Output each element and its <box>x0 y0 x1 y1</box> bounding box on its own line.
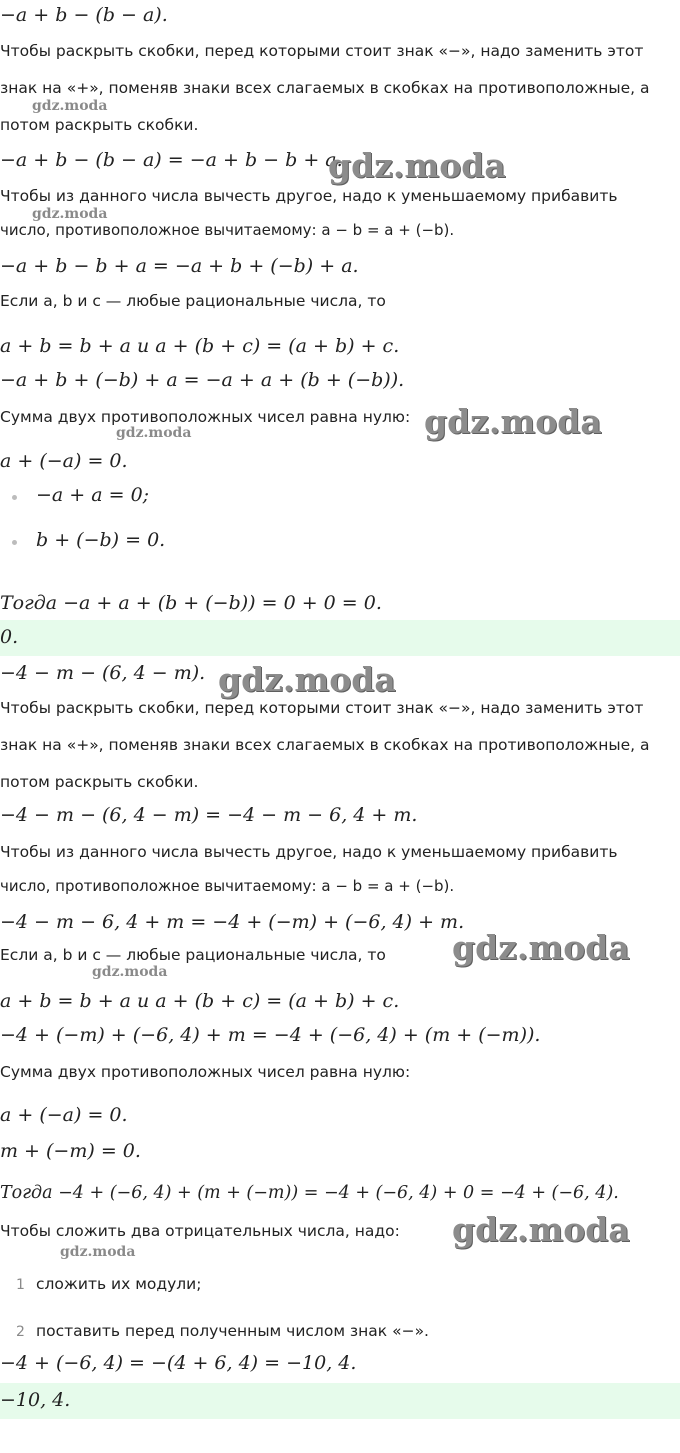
expression-2: −4 − m − (6, 4 − m). <box>0 662 206 684</box>
watermark-logo: gdz.moda <box>116 425 192 441</box>
bullet-icon <box>12 495 17 500</box>
list-item-text: b + (−b) = 0. <box>36 529 166 551</box>
math-line: −4 + (−m) + (−6, 4) + m = −4 + (−6, 4) + (m + (−m)). <box>0 1024 541 1046</box>
answer-box <box>0 620 680 656</box>
rule-text: Если a, b и c — любые рациональные числа, то <box>0 946 386 964</box>
list-number: 2 <box>16 1324 25 1340</box>
rule-text: Чтобы из данного числа вычесть другое, надо к уменьшаемому прибавить <box>0 843 618 861</box>
rule-text: Чтобы сложить два отрицательных числа, надо: <box>0 1222 400 1240</box>
math-line: −a + b + (−b) + a = −a + a + (b + (−b)). <box>0 369 405 391</box>
bullet-icon <box>12 540 17 545</box>
watermark-logo: gdz.moda <box>32 206 108 222</box>
math-line: −4 + (−6, 4) = −(4 + 6, 4) = −10, 4. <box>0 1352 357 1374</box>
math-line: a + b = b + a и a + (b + c) = (a + b) + c. <box>0 335 400 357</box>
math-line: −4 − m − (6, 4 − m) = −4 − m − 6, 4 + m. <box>0 804 418 826</box>
rule-text: Сумма двух противоположных чисел равна нулю: <box>0 1063 411 1081</box>
answer-value: 0. <box>0 626 19 648</box>
rule-text: потом раскрыть скобки. <box>0 773 199 791</box>
rule-text: число, противоположное вычитаемому: a − b = a + (−b). <box>0 877 455 895</box>
watermark-logo: gdz.moda <box>452 1210 630 1249</box>
list-item-text: сложить их модули; <box>36 1275 202 1293</box>
rule-text: Сумма двух противоположных чисел равна нулю: <box>0 408 411 426</box>
rule-text: Чтобы из данного числа вычесть другое, надо к уменьшаемому прибавить <box>0 187 618 205</box>
rule-text: число, противоположное вычитаемому: a − b = a + (−b). <box>0 221 455 239</box>
answer-value: −10, 4. <box>0 1389 71 1411</box>
rule-text: Чтобы раскрыть скобки, перед которыми стоит знак «−», надо заменить этот <box>0 699 644 717</box>
list-item-text: поставить перед полученным числом знак «−». <box>36 1322 429 1340</box>
math-line: Тогда −a + a + (b + (−b)) = 0 + 0 = 0. <box>0 592 382 614</box>
rule-text: знак на «+», поменяв знаки всех слагаемых в скобках на противоположные, а <box>0 79 650 97</box>
list-item-text: −a + a = 0; <box>36 484 150 506</box>
watermark-logo: gdz.moda <box>328 146 506 185</box>
math-line: a + (−a) = 0. <box>0 1104 128 1126</box>
watermark-logo: gdz.moda <box>92 964 168 980</box>
expression-1: −a + b − (b − a). <box>0 4 168 26</box>
watermark-logo: gdz.moda <box>60 1244 136 1260</box>
watermark-logo: gdz.moda <box>452 928 630 967</box>
watermark-logo: gdz.moda <box>424 402 602 441</box>
watermark-logo: gdz.moda <box>218 660 396 699</box>
rule-text: Чтобы раскрыть скобки, перед которыми стоит знак «−», надо заменить этот <box>0 42 644 60</box>
math-line: −a + b − b + a = −a + b + (−b) + a. <box>0 255 359 277</box>
math-line: Тогда −4 + (−6, 4) + (m + (−m)) = −4 + (−6, 4) + 0 = −4 + (−6, 4). <box>0 1183 619 1203</box>
math-line: −4 − m − 6, 4 + m = −4 + (−m) + (−6, 4) + m. <box>0 911 465 933</box>
math-line: m + (−m) = 0. <box>0 1140 141 1162</box>
math-line: a + b = b + a и a + (b + c) = (a + b) + c. <box>0 990 400 1012</box>
rule-text: Если a, b и c — любые рациональные числа, то <box>0 292 386 310</box>
rule-text: знак на «+», поменяв знаки всех слагаемых в скобках на противоположные, а <box>0 736 650 754</box>
math-line: −a + b − (b − a) = −a + b − b + a. <box>0 149 343 171</box>
answer-box <box>0 1383 680 1419</box>
list-number: 1 <box>16 1277 25 1293</box>
watermark-logo: gdz.moda <box>32 98 108 114</box>
math-line: a + (−a) = 0. <box>0 450 128 472</box>
rule-text: потом раскрыть скобки. <box>0 116 199 134</box>
